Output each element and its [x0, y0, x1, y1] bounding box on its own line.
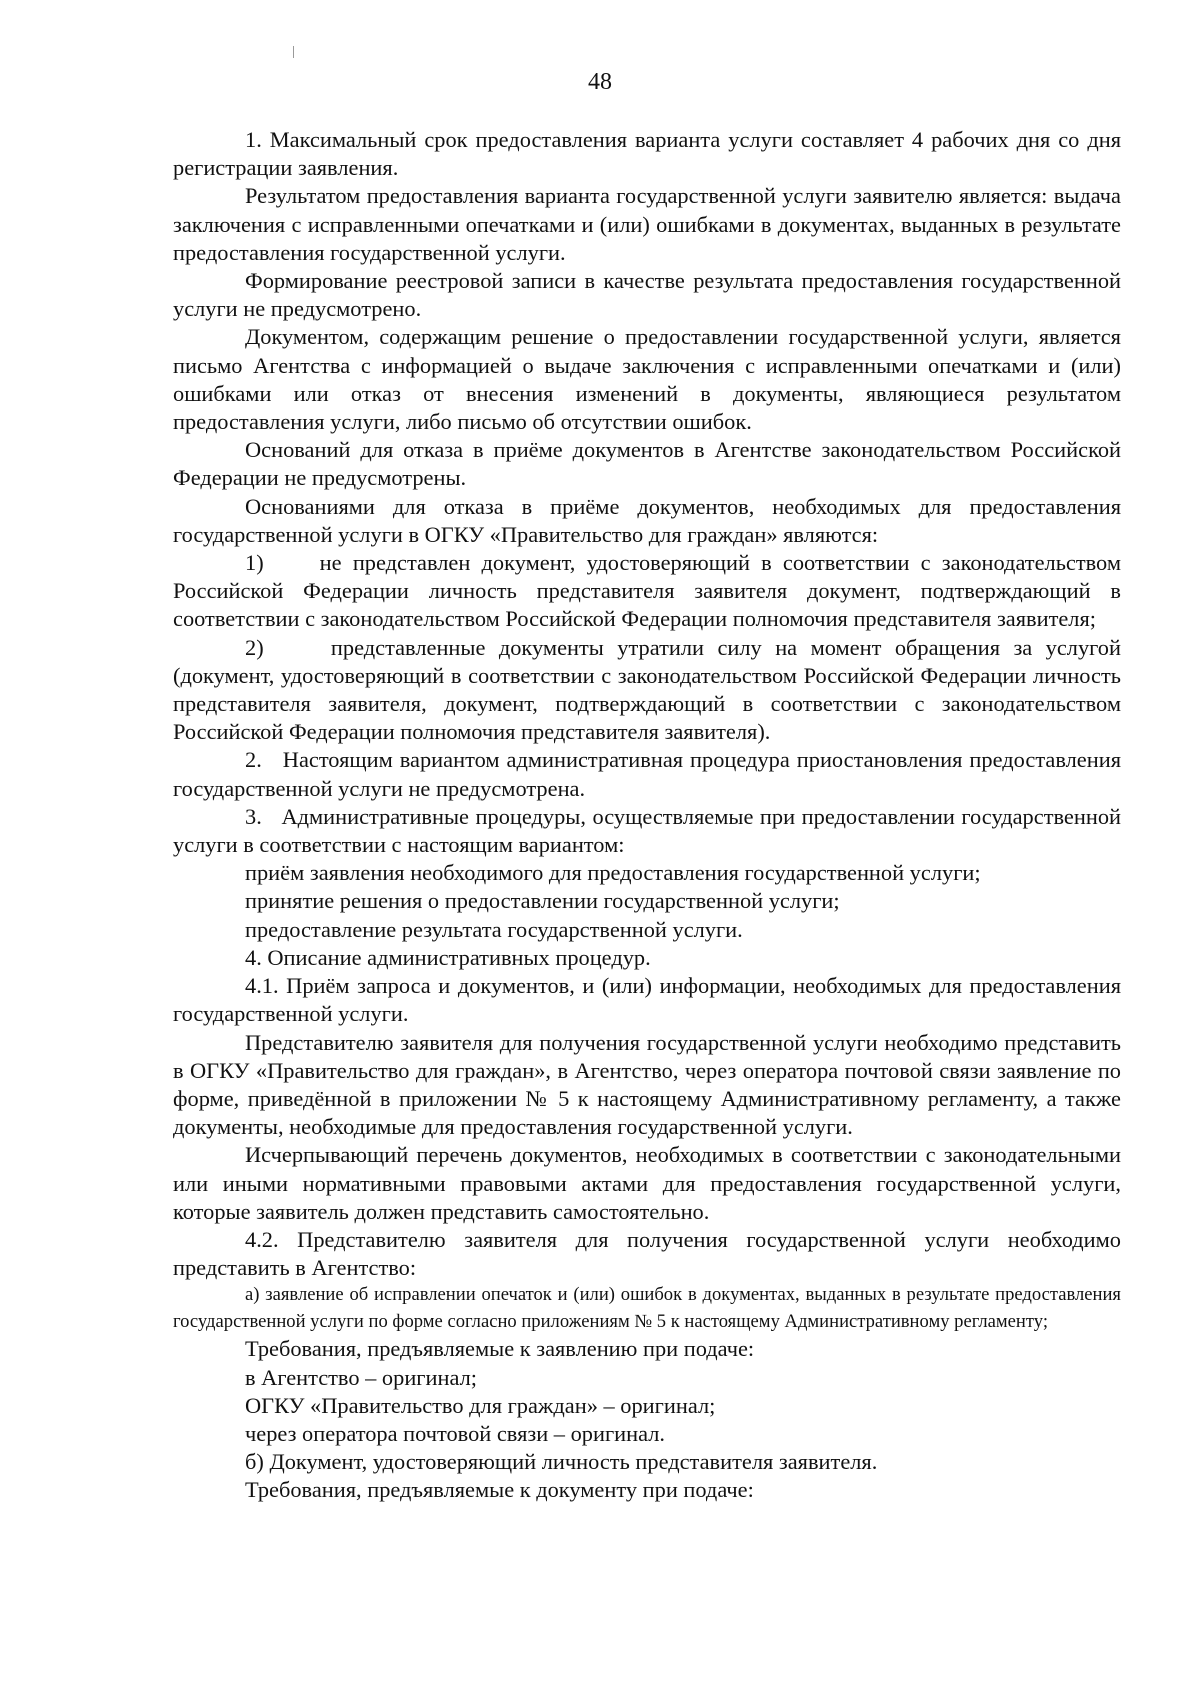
list-item-procedure-2: принятие решения о предоставлении государственной услуги; — [245, 888, 840, 914]
list-item-ogku-original: ОГКУ «Правительство для граждан» – оригинал; — [245, 1392, 716, 1418]
scan-artifact-mark — [293, 46, 294, 58]
paragraph-document-requirements: Требования, предъявляемые к документу при подаче: — [245, 1477, 754, 1503]
list-item-agency-original: в Агентство – оригинал; — [245, 1364, 477, 1390]
list-item-application: а) заявление об исправлении опечаток и (или) ошибок в документах, выданных в результате предоставления государственной услуги по форме согласно приложениям № 5 к настоящему Административному регламенту; — [173, 1284, 1121, 1332]
paragraph-registry-record: Формирование реестровой записи в качестве результата предоставления государственной услуги не предусмотрено. — [173, 268, 1121, 322]
paragraph-result: Результатом предоставления варианта государственной услуги заявителю является: выдача заключения с исправленными опечатками и (или) ошибками в документах, выданных в результате предоставления государственной услуги. — [173, 183, 1121, 265]
paragraph-exhaustive-list: Исчерпывающий перечень документов, необходимых в соответствии с законодательными или иными нормативными правовыми актами для предоставления государственной услуги, которые заявитель должен представить самостоятельно. — [173, 1142, 1121, 1224]
paragraph-decision-document: Документом, содержащим решение о предоставлении государственной услуги, является письмо Агентства с информацией о выдаче заключения с исправленными опечатками и (или) ошибками или отказ от внесения изменений в документы, являющиеся результатом предоставления услуги, либо письмо об отсутствии ошибок. — [173, 324, 1121, 435]
document-body — [173, 126, 1121, 1505]
paragraph-no-refusal-agency: Оснований для отказа в приёме документов в Агентстве законодательством Российской Федерации не предусмотрены. — [173, 437, 1121, 491]
list-item-refusal-1: 1) не представлен документ, удостоверяющий в соответствии с законодательством Российской Федерации личность представителя заявителя документ, подтверждающий в соответствии с законодательством Российской Федерации полномочия представителя заявителя; — [173, 550, 1121, 632]
paragraph-4-1: 4.1. Приём запроса и документов, и (или) информации, необходимых для предоставления государственной услуги. — [173, 973, 1121, 1027]
paragraph-submission-channels: Представителю заявителя для получения государственной услуги необходимо представить в ОГКУ «Правительство для граждан», в Агентство, через оператора почтовой связи заявление по форме, приведённой в приложении № 5 к настоящему Административному регламенту, а также документы, необходимые для предоставления государственной услуги. — [173, 1029, 1121, 1140]
paragraph-max-term: 1. Максимальный срок предоставления варианта услуги составляет 4 рабочих дня со дня регистрации заявления. — [173, 127, 1121, 181]
paragraph-refusal-grounds: Основаниями для отказа в приёме документов, необходимых для предоставления государственной услуги в ОГКУ «Правительство для граждан» являются: — [173, 493, 1121, 547]
heading-procedure-description: 4. Описание административных процедур. — [245, 944, 651, 970]
list-item-identity-document: б) Документ, удостоверяющий личность представителя заявителя. — [245, 1449, 878, 1475]
paragraph-application-requirements: Требования, предъявляемые к заявлению при подаче: — [245, 1336, 755, 1362]
page-number: 48 — [588, 69, 612, 95]
list-item-procedure-1: приём заявления необходимого для предоставления государственной услуги; — [245, 860, 981, 886]
paragraph-4-2: 4.2. Представителю заявителя для получения государственной услуги необходимо представить в Агентство: — [173, 1226, 1121, 1281]
list-item-refusal-2: 2) представленные документы утратили силу на момент обращения за услугой (документ, удостоверяющий в соответствии с законодательством Российской Федерации личность представителя заявителя, документ, подтверждающий в соответствии с законодательством Российской Федерации полномочия представителя заявителя). — [173, 634, 1121, 745]
list-item-procedure-3: предоставление результата государственной услуги. — [245, 916, 743, 942]
list-item-postal-original: через оператора почтовой связи – оригинал. — [245, 1420, 666, 1446]
paragraph-admin-procedures: 3. Административные процедуры, осуществляемые при предоставлении государственной услуги в соответствии с настоящим вариантом: — [173, 803, 1121, 858]
paragraph-suspension: 2. Настоящим вариантом административная процедура приостановления предоставления государственной услуги не предусмотрена. — [173, 747, 1121, 801]
